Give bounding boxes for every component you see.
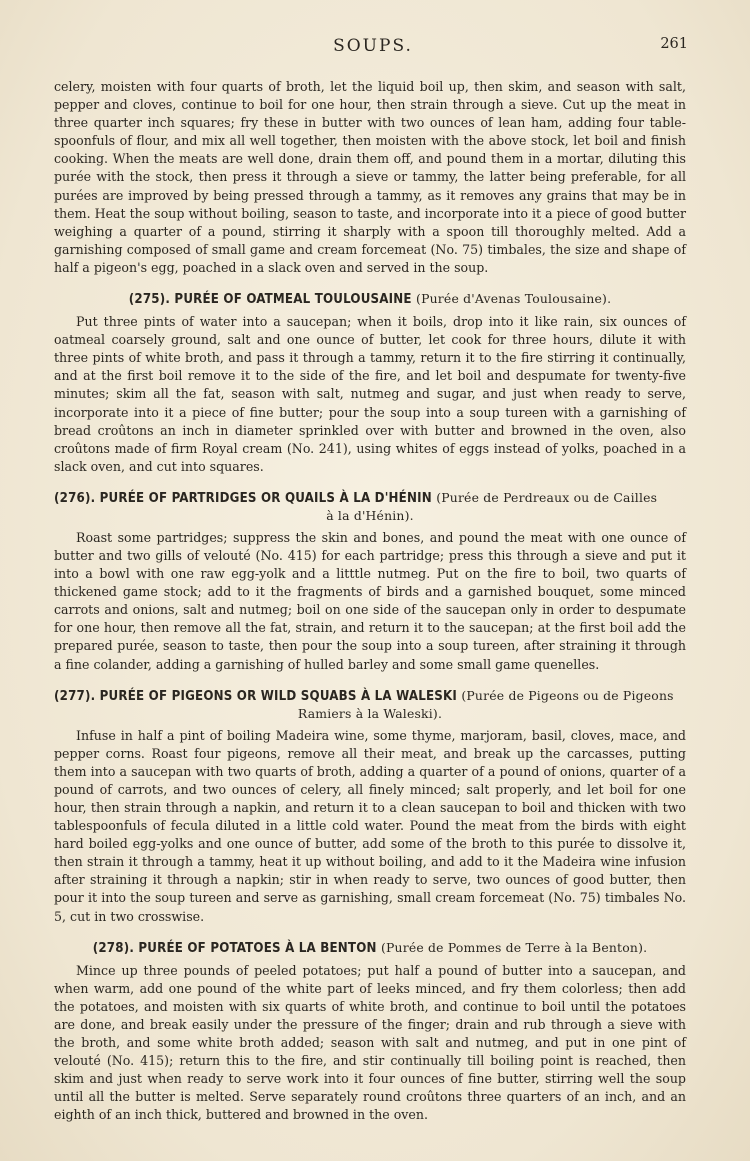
- recipe-number: (275).: [128, 292, 171, 308]
- recipe-french-title-line2: à la d'Hénin).: [326, 507, 414, 523]
- recipe-title: PURÉE OF OATMEAL TOULOUSAINE: [174, 292, 412, 308]
- recipe-body-278: Mince up three pounds of peeled potatoes; put half a pound of butter into a saucepan, and when warm, add one pound of the white part of leeks minced, and fry them colorless; then add the potatoes, and moisten with six quarts of white broth, and continue to boil until the potatoes are done, and break easily under the pressure of the finger; drain and rub through a sieve with the broth, and some white broth added; season with salt and nutmeg, and put in one pint of velouté (No. 415); return this to the fire, and stir continually till boiling point is reached, then skim and just when ready to serve work into it four ounces of fine butter, stirring well the soup until all the butter is melted. Serve separately round croûtons three quarters of an inch, and an eighth of an inch thick, buttered and browned in the oven.: [54, 962, 686, 1123]
- recipe-title: PURÉE OF POTATOES À LA BENTON: [138, 940, 377, 956]
- recipe-french-title-line2: Ramiers à la Waleski).: [297, 705, 443, 721]
- recipe-number: (278).: [92, 940, 135, 956]
- recipe-title: PURÉE OF PARTRIDGES OR QUAILS À LA D'HÉNIN: [99, 490, 432, 506]
- recipe-heading-276: [54, 489, 686, 524]
- recipe-heading-275: [54, 290, 686, 308]
- recipe-title: PURÉE OF PIGEONS OR WILD SQUABS À LA WALESKI: [99, 688, 458, 704]
- recipe-french-title: (Purée d'Avenas Toulousaine).: [416, 291, 612, 307]
- recipe-number: (277).: [54, 688, 96, 704]
- recipe-body-276: Roast some partridges; suppress the skin and bones, and pound the meat with one ounce of butter and two gills of velouté (No. 415) for each partridge; press this through a sieve and put it into a bowl with one raw egg-yolk and a litttle nutmeg. Put on the fire to boil, two quarts of thickened game stock; add to it the fragments of birds and a garnished bouquet, some minced carrots and onions, salt and nutmeg; boil on one side of the saucepan only in order to despumate for one hour, then remove all the fat, strain, and return it to the saucepan; at the first boil add the prepared purée, season to taste, then pour the soup into a soup tureen, after straining it through a fine colander, adding a garnishing of hulled barley and some small game quenelles.: [54, 529, 686, 672]
- recipe-number: (276).: [54, 490, 96, 506]
- recipe-french-title: (Purée de Perdreaux ou de Cailles: [436, 489, 658, 505]
- recipe-french-title: (Purée de Pommes de Terre à la Benton).: [380, 939, 648, 955]
- running-title: SOUPS.: [333, 36, 413, 56]
- page-content: [54, 78, 686, 1125]
- recipe-heading-278: [54, 939, 686, 957]
- recipe-body-275: Put three pints of water into a saucepan; when it boils, drop into it like rain, six ounces of oatmeal coarsely ground, salt and one ounce of butter, let cook for three hours, dilute it with three pints of white broth, and pass it through a tammy, return it to the fire stirring it continually, and at the first boil remove it to the side of the fire, and let boil and despumate for twenty-five minutes; skim all the fat, season with salt, nutmeg and sugar, and just when ready to serve, incorporate into it a piece of fine butter; pour the soup into a soup tureen with a garnishing of bread croûtons an inch in diameter sprinkled over with butter and browned in the oven, also croûtons made of firm Royal cream (No. 241), using whites of eggs instead of yolks, poached in a slack oven, and cut into squares.: [54, 314, 686, 474]
- page-number: 261: [660, 36, 688, 52]
- page-header: [54, 36, 692, 60]
- recipe-body-277: Infuse in half a pint of boiling Madeira wine, some thyme, marjoram, basil, cloves, mace, and pepper corns. Roast four pigeons, remove all their meat, and break up the carcasses, putting them into a saucepan with two quarts of broth, adding a quarter of a pound of onions, quarter of a pound of carrots, and two ounces of celery, all finely minced; salt properly, and let boil for one hour, then strain through a napkin, and return it to a clean saucepan to boil and thicken with two tablespoonfuls of fecula diluted in a little cold water. Pound the meat from the birds with eight hard boiled egg-yolks and one ounce of butter, add some of the broth to this purée to dissolve it, then strain it through a tammy, heat it up without boiling, and add to it the Madeira wine infusion after straining it through a napkin; stir in when ready to serve, two ounces of good butter, then pour it into the soup tureen and serve as garnishing, small cream forcemeat (No. 75) timbales No. 5, cut in two crosswise.: [54, 727, 686, 924]
- recipe-heading-277: [54, 687, 686, 722]
- recipe-french-title: (Purée de Pigeons ou de Pigeons: [461, 687, 674, 703]
- intro-paragraph: celery, moisten with four quarts of broth, let the liquid boil up, then skim, and season with salt, pepper and cloves, continue to boil for one hour, then strain through a sieve. Cut up the meat in three quarter inch squares; fry these in butter with two ounces of lean ham, adding four table-spoonfuls of flour, and mix all well together, then moisten with the above stock, let boil and finish cooking. When the meats are well done, drain them off, and pound them in a mortar, diluting this purée with the stock, then press it through a sieve or tammy, the latter being preferable, for all purées are improved by being pressed through a tammy, as it removes any grains that may be in them. Heat the soup without boiling, season to taste, and incorporate into it a piece of good butter weighing a quarter of a pound, stirring it sharply with a spoon till thoroughly melted. Add a garnishing composed of small game and cream forcemeat (No. 75) timbales, the size and shape of half a pigeon's egg, poached in a slack oven and served in the soup.: [54, 79, 686, 275]
